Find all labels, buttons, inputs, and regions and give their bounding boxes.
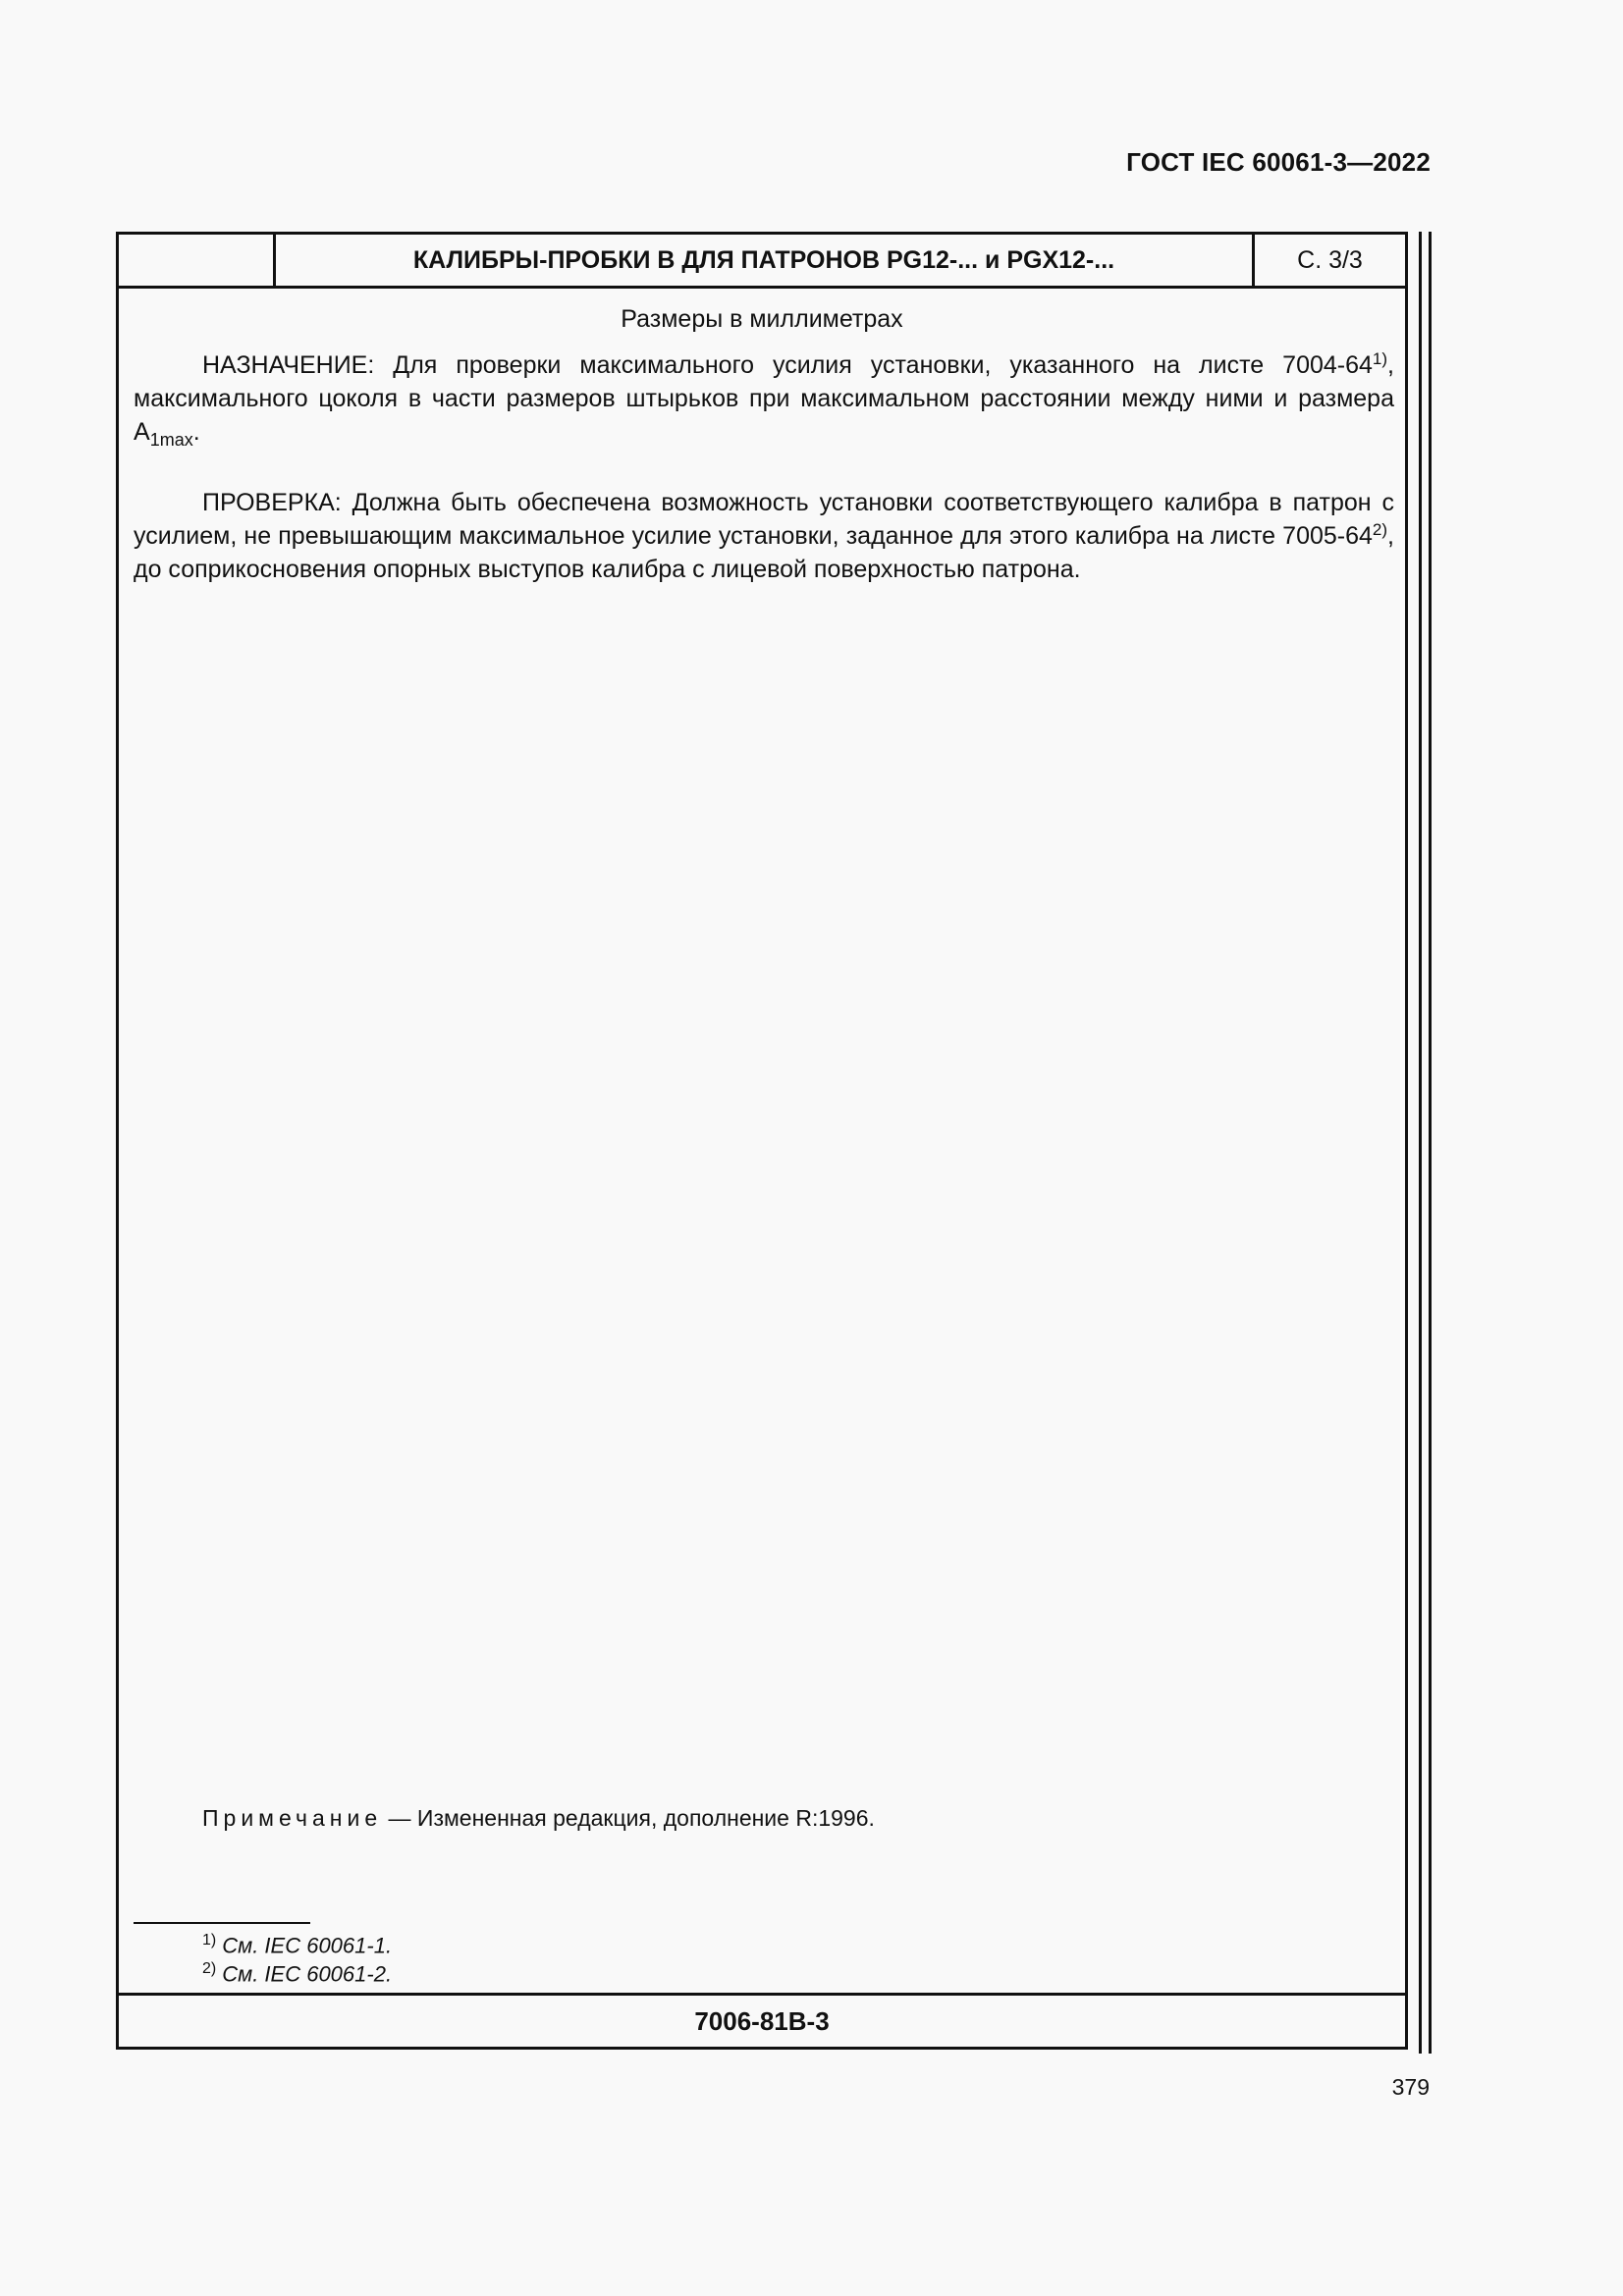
standard-sheet (116, 232, 1408, 2050)
sheet-page-indicator: С. 3/3 (1297, 245, 1363, 274)
footnote-ref-2: 2) (1372, 520, 1388, 539)
page-number: 379 (1391, 2074, 1430, 2100)
purpose-end: . (192, 418, 200, 446)
margin-rule-2 (1429, 232, 1432, 2054)
margin-rule-1 (1419, 232, 1422, 2054)
note-text: — Измененная редакция, дополнение R:1996. (388, 1805, 875, 1831)
footnote-2 (202, 1960, 392, 1987)
footnote-2-mark: 2) (202, 1960, 217, 1977)
footnote-1-text: См. IEC 60061-1. (222, 1933, 393, 1958)
purpose-text-continued: , максимального цоколя в части размеров штырьков при максимальном расстоянии между ними и размера А (134, 351, 1394, 446)
check-paragraph (134, 486, 1394, 586)
footnote-ref-1: 1) (1372, 349, 1388, 368)
title-block-empty-cell (119, 235, 276, 286)
title-block (119, 235, 1405, 289)
a1max-subscript: 1max (149, 430, 193, 450)
dimensions-note: Размеры в миллиметрах (621, 305, 903, 333)
check-text: ПРОВЕРКА: Должна быть обеспечена возможность установки соответствующего калибра в патрон с усилием, не превышающим максимальное усилие установки, заданное для этого калибра на листе 7005-64 (134, 489, 1394, 550)
footnote-1 (202, 1932, 392, 1958)
note-label: Примечание (202, 1805, 383, 1831)
sheet-code: 7006-81В-3 (119, 1993, 1405, 2047)
purpose-text: НАЗНАЧЕНИЕ: Для проверки максимального усилия установки, указанного на листе 7004-64 (202, 351, 1373, 379)
footnote-separator (134, 1922, 310, 1924)
check-text-continued: , до соприкосновения опорных выступов калибра с лицевой поверхностью патрона. (134, 522, 1394, 583)
purpose-paragraph (134, 348, 1394, 449)
sheet-title: КАЛИБРЫ-ПРОБКИ В ДЛЯ ПАТРОНОВ PG12-... и PGX12-... (276, 235, 1255, 286)
document-standard-header: ГОСТ IEC 60061-3—2022 (1126, 147, 1431, 177)
footnote-1-mark: 1) (202, 1932, 217, 1949)
footnote-2-text: См. IEC 60061-2. (222, 1961, 393, 1987)
note (202, 1805, 875, 1832)
